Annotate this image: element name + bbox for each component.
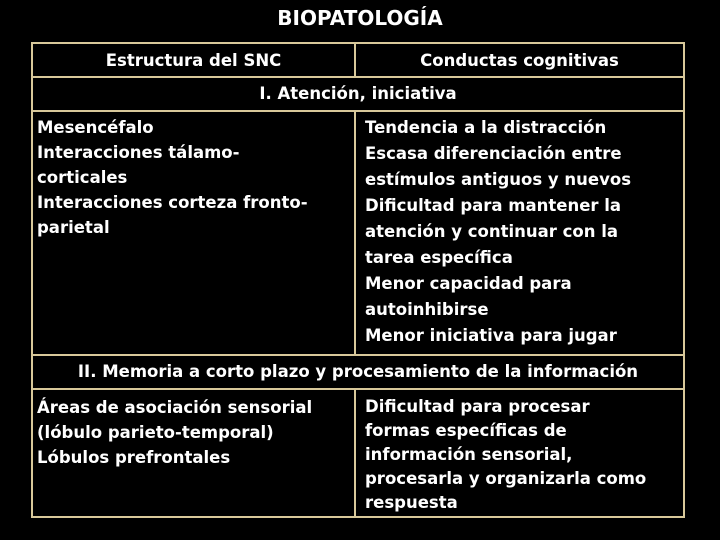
section-1-behavior-line: autoinhibirse: [365, 300, 489, 319]
section-2-structure-line: Áreas de asociación sensorial: [37, 398, 313, 417]
section-1-behavior-line: Tendencia a la distracción: [365, 118, 607, 137]
section-2-structure-line: Lóbulos prefrontales: [37, 448, 231, 467]
section-2-behavior-line: respuesta: [365, 493, 458, 512]
section-2-heading: [31, 354, 685, 390]
section-1-heading: [31, 76, 685, 112]
section-2-behavior-line: información sensorial,: [365, 445, 573, 464]
section-2-structure-cell: [31, 388, 356, 518]
section-1-behavior-line: tarea específica: [365, 248, 513, 267]
section-1-structure-line: parietal: [37, 218, 110, 237]
section-1-structure-line: Interacciones tálamo-: [37, 143, 240, 162]
section-2-structure-line: (lóbulo parieto-temporal): [37, 423, 274, 442]
section-1-behavior-line: estímulos antiguos y nuevos: [365, 170, 632, 189]
section-2-heading-label: II. Memoria a corto plazo y procesamiento de la información: [77, 362, 639, 381]
section-2-behavior-cell: [354, 388, 685, 518]
section-1-heading-label: I. Atención, iniciativa: [259, 84, 457, 103]
section-2-behavior-line: Dificultad para procesar: [365, 397, 590, 416]
section-1-behavior-line: Menor iniciativa para jugar: [365, 326, 617, 345]
section-1-structure-line: Interacciones corteza fronto-: [37, 193, 308, 212]
section-1-behavior-line: Dificultad para mantener la: [365, 196, 622, 215]
page-title: BIOPATOLOGÍA: [277, 6, 443, 30]
header-structure-cell: [31, 42, 356, 78]
section-1-structure-cell: [31, 110, 356, 356]
section-1-behavior-line: Escasa diferenciación entre: [365, 144, 622, 163]
header-behavior-label: Conductas cognitivas: [420, 51, 619, 70]
section-1-structure-line: Mesencéfalo: [37, 118, 154, 137]
section-2-behavior-line: procesarla y organizarla como: [365, 469, 647, 488]
section-1-behavior-cell: [354, 110, 685, 356]
section-1-behavior-line: atención y continuar con la: [365, 222, 619, 241]
section-1-behavior-line: Menor capacidad para: [365, 274, 572, 293]
header-behavior-cell: [354, 42, 685, 78]
header-structure-label: Estructura del SNC: [105, 51, 282, 70]
section-2-behavior-line: formas específicas de: [365, 421, 567, 440]
section-1-structure-line: corticales: [37, 168, 128, 187]
